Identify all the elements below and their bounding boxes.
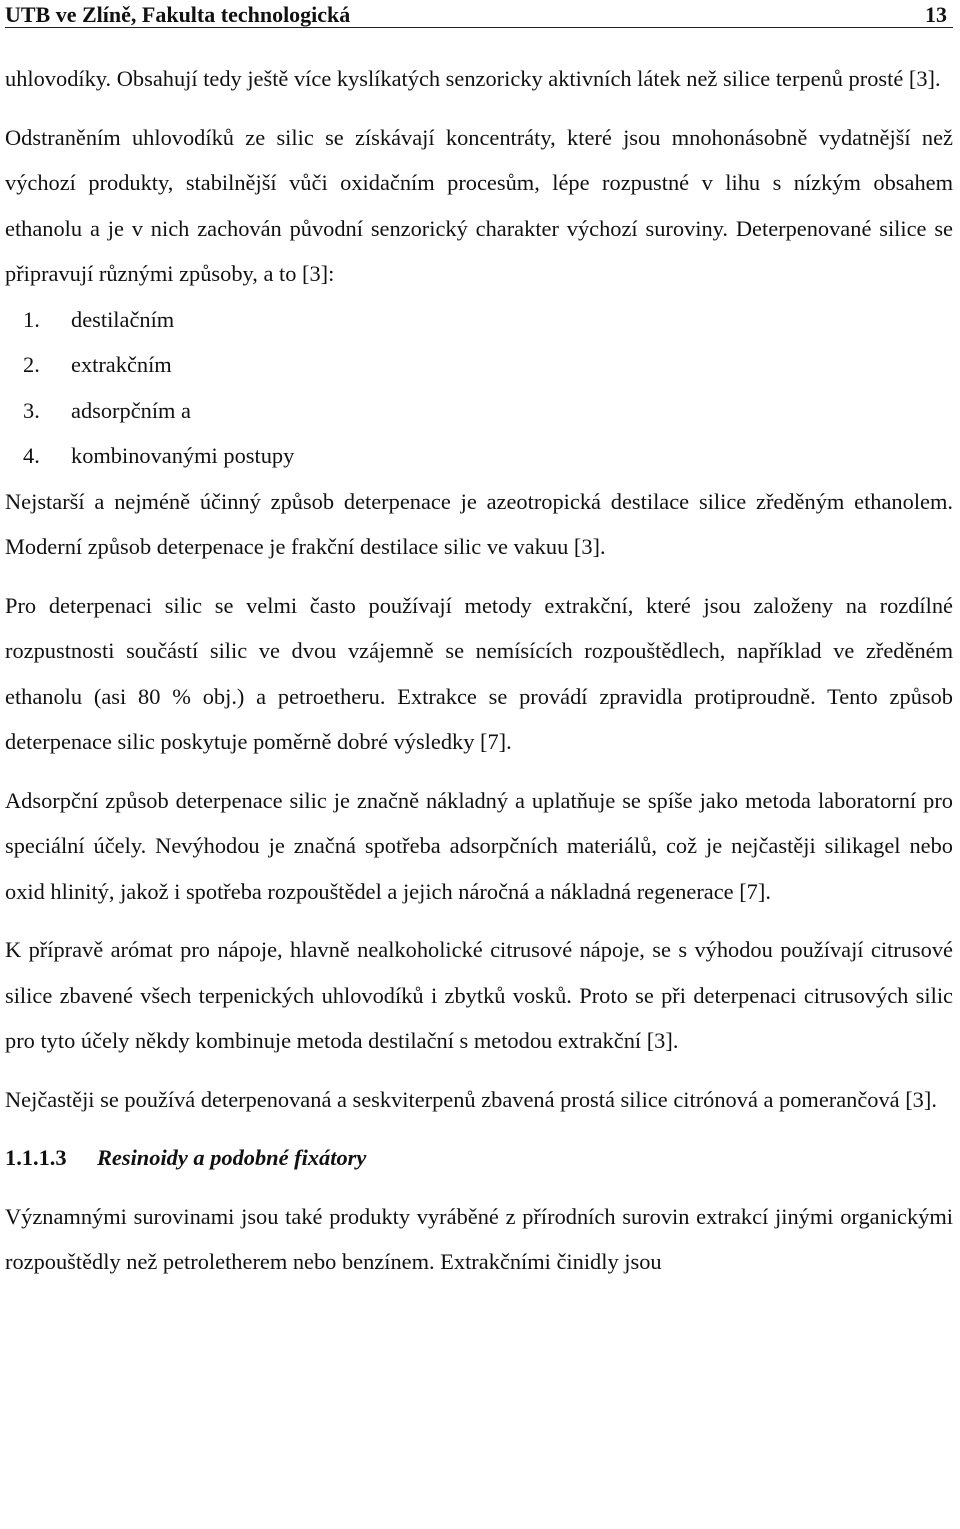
header-title: UTB ve Zlíně, Fakulta technologická xyxy=(5,2,351,27)
running-header xyxy=(5,0,953,28)
list-item-number: 3. xyxy=(23,397,40,423)
method-list xyxy=(5,297,953,479)
list-item-text: extrakčním xyxy=(71,352,172,377)
list-item-text: adsorpčním a xyxy=(71,397,191,423)
list-item-number: 1. xyxy=(23,306,40,332)
list-item-number: 2. xyxy=(23,352,40,377)
section-title: Resinoidy a podobné fixátory xyxy=(97,1145,367,1170)
paragraph-4: Pro deterpenaci silic se velmi často používají metody extrakční, které jsou založeny na rozdílné rozpustnosti součástí silic ve dvou vzájemně se nemísících rozpouštědlech, například ve zředěném ethanolu (asi 80 % obj.) a petroetheru. Extrakce se provádí zpravidla protiproudně. Tento způsob deterpenace silic poskytuje poměrně dobré výsledky [7]. xyxy=(5,592,953,754)
list-item xyxy=(5,388,953,434)
section-number: 1.1.1.3 xyxy=(5,1145,67,1170)
paragraph-1: uhlovodíky. Obsahují tedy ještě více kyslíkatých senzoricky aktivních látek než silice terpenů prosté [3]. xyxy=(5,66,941,91)
list-item xyxy=(5,342,953,388)
paragraph-3: Nejstarší a nejméně účinný způsob deterpenace je azeotropická destilace silice zředěným ethanolem. Moderní způsob deterpenace je frakční destilace silic ve vakuu [3]. xyxy=(5,488,953,559)
paragraph-5: Adsorpční způsob deterpenace silic je značně nákladný a uplatňuje se spíše jako metoda laboratorní pro speciální účely. Nevýhodou je značná spotřeba adsorpčních materiálů, což je nejčastěji silikagel nebo oxid hlinitý, jakož i spotřeba rozpouštědel a jejich náročná a nákladná regenerace [7]. xyxy=(5,787,953,904)
paragraph-6: K přípravě arómat pro nápoje, hlavně nealkoholické citrusové nápoje, se s výhodou používají citrusové silice zbavené všech terpenických uhlovodíků i zbytků vosků. Proto se při deterpenaci citrusových silic pro tyto účely někdy kombinuje metoda destilační s metodou extrakční [3]. xyxy=(5,937,953,1053)
list-item xyxy=(5,433,953,479)
list-item xyxy=(5,297,953,343)
paragraph-2: Odstraněním uhlovodíků ze silic se získávají koncentráty, které jsou mnohonásobně vydatnější než výchozí produkty, stabilnější vůči oxidačním procesům, lépe rozpustné v lihu s nízkým obsahem ethanolu a je v nich zachován původní senzorický charakter výchozí suroviny. Deterpenované silice se připravují různými způsoby, a to [3]: xyxy=(5,124,953,286)
section-heading xyxy=(5,1135,953,1181)
list-item-text: kombinovanými postupy xyxy=(71,443,295,468)
list-item-text: destilačním xyxy=(71,306,175,332)
paragraph-7: Nejčastěji se používá deterpenovaná a seskviterpenů zbavená prostá silice citrónová a pomerančová [3]. xyxy=(5,1086,937,1112)
list-item-number: 4. xyxy=(23,443,40,468)
paragraph-8: Významnými surovinami jsou také produkty vyráběné z přírodních surovin extrakcí jinými organickými rozpouštědly než petroletherem nebo benzínem. Extrakčními činidly jsou xyxy=(5,1203,953,1274)
page-number: 13 xyxy=(925,2,947,27)
